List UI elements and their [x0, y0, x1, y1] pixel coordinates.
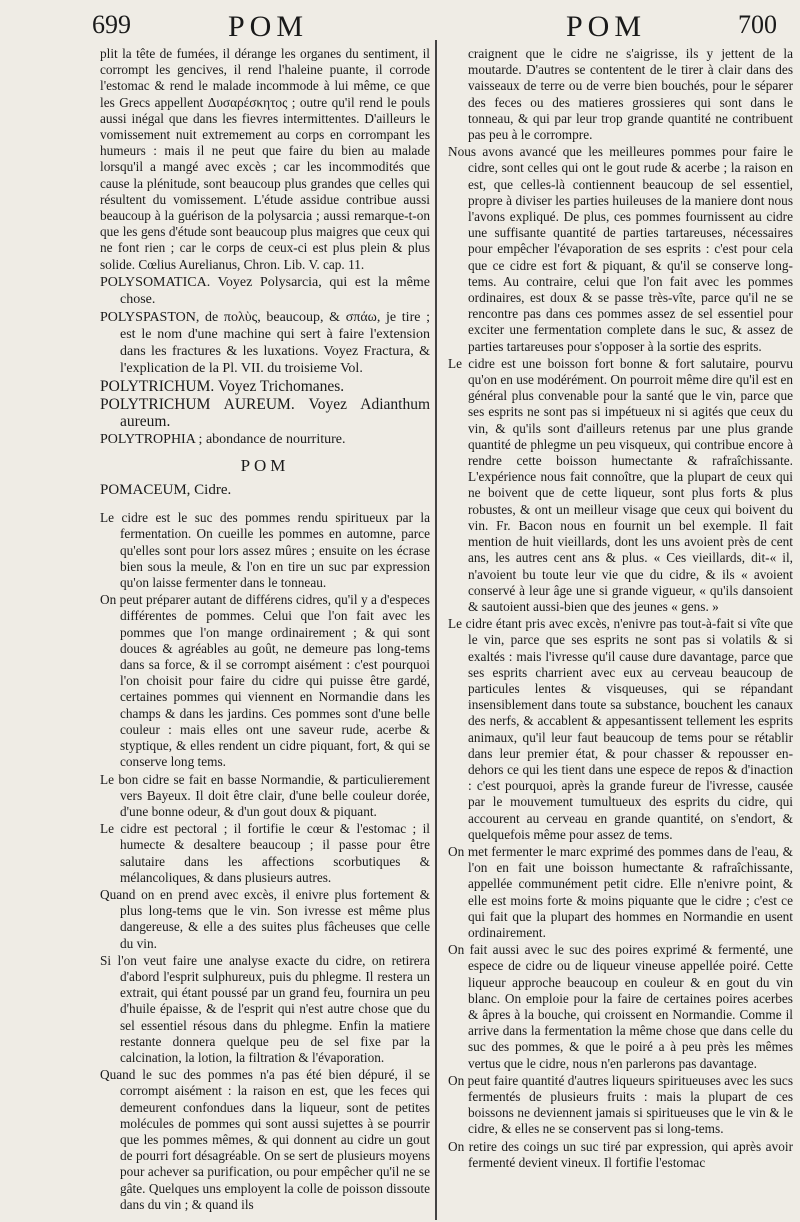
paragraph: Nous avons avancé que les meilleures pommes pour faire le cidre, sont celles qui ont le gout rude & acerbe ; la raison en est, que celles-là contiennent beaucoup de sel essentiel, propre à diviser les parties huileuses de la maniere dont nous l'avons expliqué. De plus, ces pommes fournissent au cidre une suffisante quantité de parties tartareuses, nécessaires pour empêcher l'évaporation de ses esprits : c'est pour cela que ce cidre est fort & piquant, & qu'il se conserve long-tems. Au contraire, celui que l'on fait avec les pommes ordinaires, est doux & se passe très-vîte, parce qu'il ne se rencontre pas dans ces pommes assez de sel essentiel pour exciter une fermentation complete dans le suc, & assez de parties tartareuses pour s'opposer à la sortie des esprits.: [448, 144, 793, 354]
paragraph: Le cidre est le suc des pommes rendu spiritueux par la fermentation. On cueille les pommes en automne, parce qu'elles sont pour lors assez mûres ; ensuite on les écrase bien sous la meule, & l'on en tire un suc par expression qu'on laisse fermenter dans le tonneau.: [100, 510, 430, 591]
right-page-number: 700: [738, 10, 777, 39]
paragraph: Le bon cidre se fait en basse Normandie, & particulierement vers Bayeux. Il doit être clair, d'une belle couleur dorée, d'une bonne odeur, & d'un gout doux & piquant.: [100, 771, 430, 819]
polysarcia-continuation: plit la tête de fumées, il dérange les organes du sentiment, il corrompt les gencives, il rend l'haleine puante, il corrode l'estomac & rend le malade incommode à lui même, ce que les Grecs appellent Δυσαρέσκητος ; outre qu'il rend le pouls aussi inégal que dans les fievres intermittentes. D'ailleurs le vomissement nuit extremement au corps en corrompant les humeurs : mais il ne peut que faire du bien au malade lorsqu'il a mangé avec excès ; car les incommodités que cause la plénitude, sont beaucoup plus grandes que celles qui résultent du vomissement. L'étude assidue contribue aussi beaucoup à la guérison de la polysarcia ; aussi remarque-t-on que les gens d'étude sont beaucoup plus maigres que ceux qui ne font rien ; car le corps de ceux-ci est plus plein & plus solide. Cœlius Aurelianus, Chron. Lib. V. cap. 11.: [100, 46, 430, 272]
section-heading: POM: [240, 455, 290, 475]
paragraph: On peut préparer autant de différens cidres, qu'il y a d'especes différentes de pommes. Celui que l'on fait avec les pommes que l'on mange ordinairement ; & qui sont douces & agréables au goût, ne demeure pas long-tems dans sa force, & il se corrompt aisément : c'est pourquoi l'on choisit pour faire du cidre qui puisse être gardé, certaines pommes qui viennent en Normandie dans les champs & dans les jardins. Ces pommes sont d'une belle couleur : mais elles ont une saveur rude, acerbe & styptique, & elles rendent un cidre piquant, fort, & qui se conserve long tems.: [100, 592, 430, 770]
paragraph: Quand le suc des pommes n'a pas été bien dépuré, il se corrompt aisément : la raison en est, que les feces qui demeurent confondues dans la liqueur, sont de petites molécules de pommes qui sont aussi sujettes à se pourrir que les pommes mêmes, & qui donnent au cidre un gout de pourri fort désagréable. On se sert de plusieurs moyens pour achever sa purification, ou pour empêcher qu'il ne se gâte. Quelques uns employent la colle de poisson dissoute dans du vin ; & quand ils: [100, 1067, 430, 1212]
paragraph: Le cidre est une boisson fort bonne & fort salutaire, pourvu qu'on en use modérément. On pourroit même dire qu'il est en général plus convenable pour la santé que le vin, parce que ses esprits ne sont pas si impétueux ni si agités que ceux du vin, & qu'ils sont d'ailleurs retenus par une plus grande quantité de phlegme un peu visqueux, qui contribue encore à rendre cette boisson humectante & rafraîchissante. L'expérience nous fait connoître, que la plupart de ceux qui ne boivent que de cette liqueur, sont plus forts & plus robustes, & ont un meilleur visage que ceux qui boivent du vin. Fr. Bacon nous en fournit un bel exemple. Il fait mention de huit vieillards, dont les uns avoient près de cent ans, les autres cent ans & plus. « Ces vieillards, dit-« il, n'avoient bu toute leur vie que du cidre, & ils « avoient conservé à leur âge une si grande vigueur, « qu'ils dansoient & sautoient aussi-bien que des jeunes « gens. »: [448, 355, 793, 614]
entry-polysomatica: POLYSOMATICA. Voyez Polysarcia, qui est la même chose.: [100, 274, 430, 307]
entry-polytrichum-aureum: POLYTRICHUM AUREUM. Voyez Adianthum aureum.: [100, 395, 430, 430]
right-running-head: POM: [566, 10, 647, 43]
right-column: [448, 46, 793, 1172]
left-running-head: POM: [228, 10, 309, 43]
left-column: [100, 46, 430, 1214]
column-divider: [435, 40, 437, 1220]
paragraph: Le cidre est pectoral ; il fortifie le cœur & l'estomac ; il humecte & desaltere beaucoup ; il passe pour être salutaire dans les affections scorbutiques & mélancoliques, & dans plusieurs autres.: [100, 821, 430, 885]
entry-polyspaston: POLYSPASTON, de πολὺς, beaucoup, & σπάω, je tire ; est le nom d'une machine qui sert à faire l'extension dans les fractures & les luxations. Voyez Fractura, & l'explication de la Pl. VII. du troisieme Vol.: [100, 309, 430, 376]
paragraph: Le cidre étant pris avec excès, n'enivre pas tout-à-fait si vîte que le vin, parce que ses esprits ne sont pas si volatils & si exaltés : mais l'ivresse qu'il cause dure davantage, parce que ses esprits charrient avec eux au cerveau beaucoup de particules lentes & visqueuses, qui se répandant insensiblement dans toute sa substance, bouchent les canaux des nerfs, & accablent & appesantissent tellement les esprits animaux, qu'il leur faut beaucoup de tems pour se rétablir dans leur premier état, & pour chasser & repousser en-dehors ce qui les tient dans une espece de repos & d'inaction : c'est pourquoi, après la grande fureur de l'ivresse, causée par le mouvement tumultueux des esprits du cidre, qui accourent au cerveau en grande quantité, on s'endort, & quelquefois même pour assez de tems.: [448, 616, 793, 842]
entry-polytrichum: POLYTRICHUM. Voyez Trichomanes.: [100, 377, 345, 395]
entry-polytrophia: POLYTROPHIA ; abondance de nourriture.: [100, 431, 346, 447]
left-page-number: 699: [92, 10, 131, 39]
paragraph: On met fermenter le marc exprimé des pommes dans de l'eau, & l'on en fait une boisson humectante & rafraîchissante, appellée communément petit cidre. Elle n'enivre point, & elle est moins forte & moins piquante que le cidre ; c'est ce qui fait que la plupart des hommes en Normandie en usent ordinairement.: [448, 843, 793, 940]
paragraph: On fait aussi avec le suc des poires exprimé & fermenté, une espece de cidre ou de liqueur vineuse appellée poiré. Cette liqueur approche beaucoup en couleur & en gout du vin blanc. On emploie pour la faire de certaines poires acerbes & âpres à la bouche, qui croissent en Normandie. Comme il arrive dans la fermentation la même chose que dans celle du suc des pommes, & que le poiré a à peu près les mêmes vertus que le cidre, nous n'en parlerons pas davantage.: [448, 942, 793, 1071]
paragraph: Quand on en prend avec excès, il enivre plus fortement & plus long-tems que le vin. Son ivresse est même plus dangereuse, & elle a des suites plus fâcheuses que celle du vin.: [100, 886, 430, 951]
paragraph: On retire des coings un suc tiré par expression, qui après avoir fermenté devient vineux. Il fortifie l'estomac: [448, 1138, 793, 1170]
paragraph: Si l'on veut faire une analyse exacte du cidre, on retirera d'abord l'esprit sulphureux, puis du phlegme. Il restera un extrait, qui étant poussé par un grand feu, fournira un peu d'huile épaisse, & de l'esprit qui n'est autre chose que du sel essentiel résous dans du phlegme. Enfin la matiere restante donnera quelque peu de sel fixe par la calcination, la lotion, la filtration & l'évaporation.: [100, 952, 430, 1065]
entry-pomaceum-heading: POMACEUM, Cidre.: [100, 482, 232, 499]
paragraph: craignent que le cidre ne s'aigrisse, ils y jettent de la moutarde. D'autres se contentent de le tirer à clair dans des vaisseaux de terre ou de verre bien bouchés, pour le séparer des feces ou des matieres grossieres qui sont dans le tonneau, & qui par leur trop grande quantité ne contribuent pas peu à le corrompre.: [468, 46, 793, 143]
paragraph: On peut faire quantité d'autres liqueurs spiritueuses avec les sucs fermentés de plusieurs fruits : mais la plupart de ces boissons ne deviennent jamais si spiritueuses que le vin & le cidre, & elles ne se conservent pas si long-tems.: [448, 1072, 793, 1137]
